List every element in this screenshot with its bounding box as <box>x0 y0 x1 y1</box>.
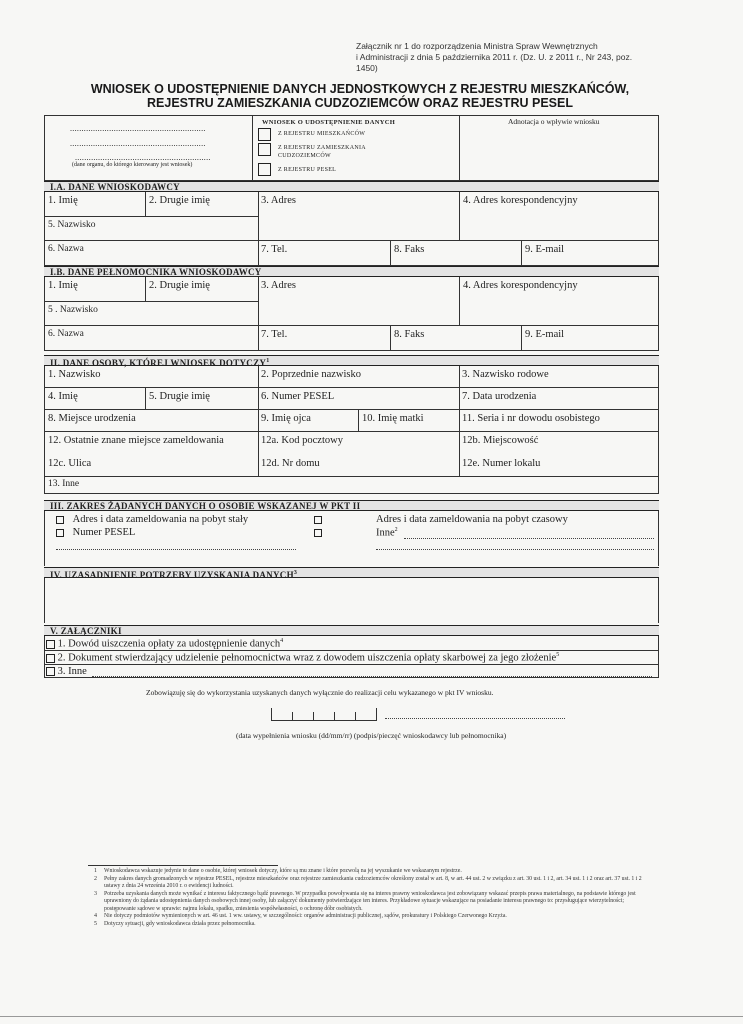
iii-option-staly-label: Adres i data zameldowania na pobyt stały <box>72 514 249 525</box>
ib-faks[interactable]: 8. Faks <box>394 329 425 340</box>
v-item-1-label: 1. Dowód uiszczenia opłaty za udostępnienie danych <box>57 638 281 650</box>
iii-inne-dots[interactable] <box>404 538 654 539</box>
ii-data-urodzenia[interactable]: 7. Data urodzenia <box>462 391 537 402</box>
section-ib-header: I.B. DANE PEŁNOMOCNIKA WNIOSKODAWCY <box>44 266 659 277</box>
checkbox-v3[interactable] <box>46 667 55 676</box>
footnote-5-text: Dotyczy sytuacji, gdy wnioskodawca działa przez pełnomocnika. <box>104 920 256 927</box>
checkbox-rejestr-mieszkancow[interactable] <box>258 128 271 141</box>
v-item-2-footnote-ref: 5 <box>556 652 560 658</box>
ii-nazwisko-rodowe[interactable]: 3. Nazwisko rodowe <box>462 369 549 380</box>
ii-imie-ojca[interactable]: 9. Imię ojca <box>261 413 311 424</box>
ii-drugie-imie[interactable]: 5. Drugie imię <box>149 391 210 402</box>
section-ii-title: II. DANE OSOBY, KTÓREJ WNIOSEK DOTYCZY <box>50 358 267 368</box>
checkbox-inne[interactable] <box>314 529 322 537</box>
iii-dots-left[interactable] <box>56 549 296 550</box>
legal-basis-header <box>356 41 656 74</box>
section-iv-title: IV. UZASADNIENIE POTRZEBY UZYSKANIA DANYCH <box>50 570 294 580</box>
legal-basis-line2: i Administracji z dnia 5 października 2011 r. (Dz. U. z 2011 r., Nr 243, poz. 1450) <box>356 52 633 73</box>
ia-tel[interactable]: 7. Tel. <box>261 244 288 255</box>
date-boxes[interactable] <box>271 708 377 721</box>
ia-imie[interactable]: 1. Imię <box>48 195 78 206</box>
iii-option-staly[interactable] <box>56 514 248 525</box>
ii-ulica[interactable]: 12c. Ulica <box>48 458 92 469</box>
commitment-statement: Zobowiązuję się do wykorzystania uzyskanych danych wyłącznie do realizacji celu wykazanego w pkt IV wniosku. <box>146 688 494 697</box>
form-title-line2: REJESTRU ZAMIESZKANIA CUDZOZIEMCÓW ORAZ REJESTRU PESEL <box>147 96 573 110</box>
footnote-5 <box>94 921 654 929</box>
ia-email[interactable]: 9. E-mail <box>525 244 565 255</box>
v-item-3[interactable] <box>46 666 87 677</box>
footnote-1 <box>94 868 654 876</box>
footnote-4-num: 4 <box>94 913 97 919</box>
section-iii-header: III. ZAKRES ŻĄDANYCH DANYCH O OSOBIE WSKAZANEJ W PKT II <box>44 500 659 511</box>
v-item-1[interactable] <box>46 638 283 650</box>
iii-option-czasowy-label: Adres i data zameldowania na pobyt czasowy <box>376 514 568 525</box>
ii-imie-matki[interactable]: 10. Imię matki <box>362 413 424 424</box>
ii-nazwisko[interactable]: 1. Nazwisko <box>48 369 101 380</box>
checkbox-v2[interactable] <box>46 654 55 663</box>
section-iv-footnote-ref: 3 <box>293 570 298 576</box>
footnote-3 <box>94 891 654 914</box>
ia-adres[interactable]: 3. Adres <box>261 195 296 206</box>
checkbox-pesel[interactable] <box>56 529 64 537</box>
request-title: WNIOSEK O UDOSTĘPNIENIE DANYCH <box>262 119 396 126</box>
organ-dots-2[interactable]: ........................................................... <box>70 139 206 148</box>
ib-email[interactable]: 9. E-mail <box>525 329 565 340</box>
ii-ostatnie-zameldowanie[interactable]: 12. Ostatnie znane miejsce zameldowania <box>48 435 224 446</box>
footnote-4-text: Nie dotyczy podmiotów wymienionych w art. 46 ust. 1 ww. ustawy, w szczególności: organów administracji publicznej, sądów, prokuratury i Polskiego Czerwonego Krzyża. <box>104 913 507 919</box>
section-v-header: V. ZAŁĄCZNIKI <box>44 625 659 636</box>
ii-imie[interactable]: 4. Imię <box>48 391 78 402</box>
ia-adres-koresp[interactable]: 4. Adres korespondencyjny <box>463 195 578 206</box>
ia-faks[interactable]: 8. Faks <box>394 244 425 255</box>
organ-dots-3[interactable]: ........................................................... <box>75 153 211 162</box>
scan-edge-line <box>0 1016 743 1017</box>
ii-miejscowosc[interactable]: 12b. Miejscowość <box>462 435 539 446</box>
adnotacja-label: Adnotacja o wpływie wniosku <box>508 117 600 126</box>
iii-option-pesel-label: Numer PESEL <box>72 527 136 538</box>
signature-caption: (data wypełnienia wniosku (dd/mm/rr) (podpis/pieczęć wnioskodawcy lub pełnomocnika) <box>236 731 507 740</box>
footnote-1-num: 1 <box>94 868 97 874</box>
footnote-2-num: 2 <box>94 875 97 882</box>
option-rejestr-zamieszkania: Z REJESTRU ZAMIESZKANIA <box>278 145 366 151</box>
ii-seria-dowodu[interactable]: 11. Seria i nr dowodu osobistego <box>462 413 600 424</box>
option-cudzoziemcow: CUDZOZIEMCÓW <box>278 153 331 159</box>
ib-tel[interactable]: 7. Tel. <box>261 329 288 340</box>
checkbox-czasowy[interactable] <box>314 516 322 524</box>
ib-drugie-imie[interactable]: 2. Drugie imię <box>149 280 210 291</box>
footnote-1-text: Wnioskodawca wskazuje jedynie te dane o osobie, której wniosek dotyczy, które są mu znane i które pozwolą na jej wyszukanie we wskazanym rejestrze. <box>104 868 462 874</box>
legal-basis-line1: Załącznik nr 1 do rozporządzenia Ministra Spraw Wewnętrznych <box>356 41 598 51</box>
section-ia-header: I.A. DANE WNIOSKODAWCY <box>44 181 659 192</box>
checkbox-staly[interactable] <box>56 516 64 524</box>
option-rejestr-pesel: Z REJESTRU PESEL <box>278 167 337 173</box>
ii-nr-domu[interactable]: 12d. Nr domu <box>261 458 320 469</box>
ib-adres[interactable]: 3. Adres <box>261 280 296 291</box>
v-item-3-dots[interactable] <box>92 676 652 677</box>
ii-inne[interactable]: 13. Inne <box>48 479 80 489</box>
form-title <box>60 82 660 110</box>
ii-miejsce-urodzenia[interactable]: 8. Miejsce urodzenia <box>48 413 136 424</box>
form-title-line1: WNIOSEK O UDOSTĘPNIENIE DANYCH JEDNOSTKOWYCH Z REJESTRU MIESZKAŃCÓW, <box>90 82 630 96</box>
section-iv-header <box>44 567 659 578</box>
footnote-3-num: 3 <box>94 890 97 897</box>
footnote-2 <box>94 876 654 891</box>
section-iv-body[interactable] <box>44 578 659 623</box>
iii-option-pesel[interactable] <box>56 527 135 538</box>
ia-drugie-imie[interactable]: 2. Drugie imię <box>149 195 210 206</box>
iii-option-inne <box>376 527 398 539</box>
ia-nazwa[interactable]: 6. Nazwa <box>48 244 84 254</box>
organ-dots-1[interactable]: ........................................................... <box>70 124 206 133</box>
footnote-2-text: Pełny zakres danych gromadzonych w rejestrze PESEL, rejestrze mieszkańców oraz rejestrze zamieszkania cudzoziemców określony został w art. 8, w art. 44 ust. 2 w związku z art. 30 ust. 1 i 2, art. 34 ust. 1 i 2 oraz art. 37 ust. 1 i 2 ustawy z dnia 24 września 2010 r. o ewidencji ludności. <box>104 875 642 889</box>
ii-pesel[interactable]: 6. Numer PESEL <box>261 391 335 402</box>
section-ii-header <box>44 355 659 366</box>
footnote-separator <box>88 865 278 866</box>
ii-kod-pocztowy[interactable]: 12a. Kod pocztowy <box>261 435 343 446</box>
ib-nazwa[interactable]: 6. Nazwa <box>48 329 84 339</box>
ib-nazwisko[interactable]: 5 . Nazwisko <box>48 305 98 315</box>
iii-dots-right[interactable] <box>376 549 654 550</box>
ib-imie[interactable]: 1. Imię <box>48 280 78 291</box>
checkbox-v1[interactable] <box>46 640 55 649</box>
ib-adres-koresp[interactable]: 4. Adres korespondencyjny <box>463 280 578 291</box>
v-item-2[interactable] <box>46 652 559 664</box>
footnotes <box>94 868 654 928</box>
organ-caption: (dane organu, do którego kierowany jest wniosek) <box>72 162 193 168</box>
ii-numer-lokalu[interactable]: 12e. Numer lokalu <box>462 458 541 469</box>
v-item-2-label: 2. Dokument stwierdzający udzielenie pełnomocnictwa wraz z dowodem uiszczenia opłaty skarbowej za jego złożenie <box>57 652 557 664</box>
iii-option-inne-label: Inne <box>376 527 395 539</box>
section-ii-footnote-ref: 1 <box>266 358 270 364</box>
ia-nazwisko[interactable]: 5. Nazwisko <box>48 220 96 230</box>
option-rejestr-mieszkancow: Z REJESTRU MIESZKAŃCÓW <box>278 131 366 137</box>
ii-poprzednie-nazwisko[interactable]: 2. Poprzednie nazwisko <box>261 369 362 380</box>
footnote-3-text: Potrzeba uzyskania danych może wynikać z interesu faktycznego bądź prawnego. W przypadku powoływania się na interes prawny wnioskodawca jest zobowiązany wskazać przepis prawa materialnego, na podstawie którego jest uprawniony do żądania udostępnienia danych osobowych innej osoby, lub załączyć dokumenty potwierdzające ten interes. Przykładowe sytuacje wskazujące na posiadanie interesu prawnego to: przysługujące wierzytelności; postępowanie sądowe w sprawie: najmu lokalu, spadku, zniesienia współwłasności, o ochronę dóbr osobistych. <box>104 890 636 912</box>
v-item-1-footnote-ref: 4 <box>280 638 284 644</box>
footnote-5-num: 5 <box>94 920 97 927</box>
signature-line[interactable] <box>385 718 565 719</box>
footnote-4 <box>94 913 654 921</box>
section-ii-body <box>44 366 659 494</box>
checkbox-rejestr-cudzoziemcow[interactable] <box>258 143 271 156</box>
iii-inne-footnote-ref: 2 <box>394 527 398 533</box>
v-item-3-label: 3. Inne <box>57 666 87 677</box>
checkbox-rejestr-pesel[interactable] <box>258 163 271 176</box>
